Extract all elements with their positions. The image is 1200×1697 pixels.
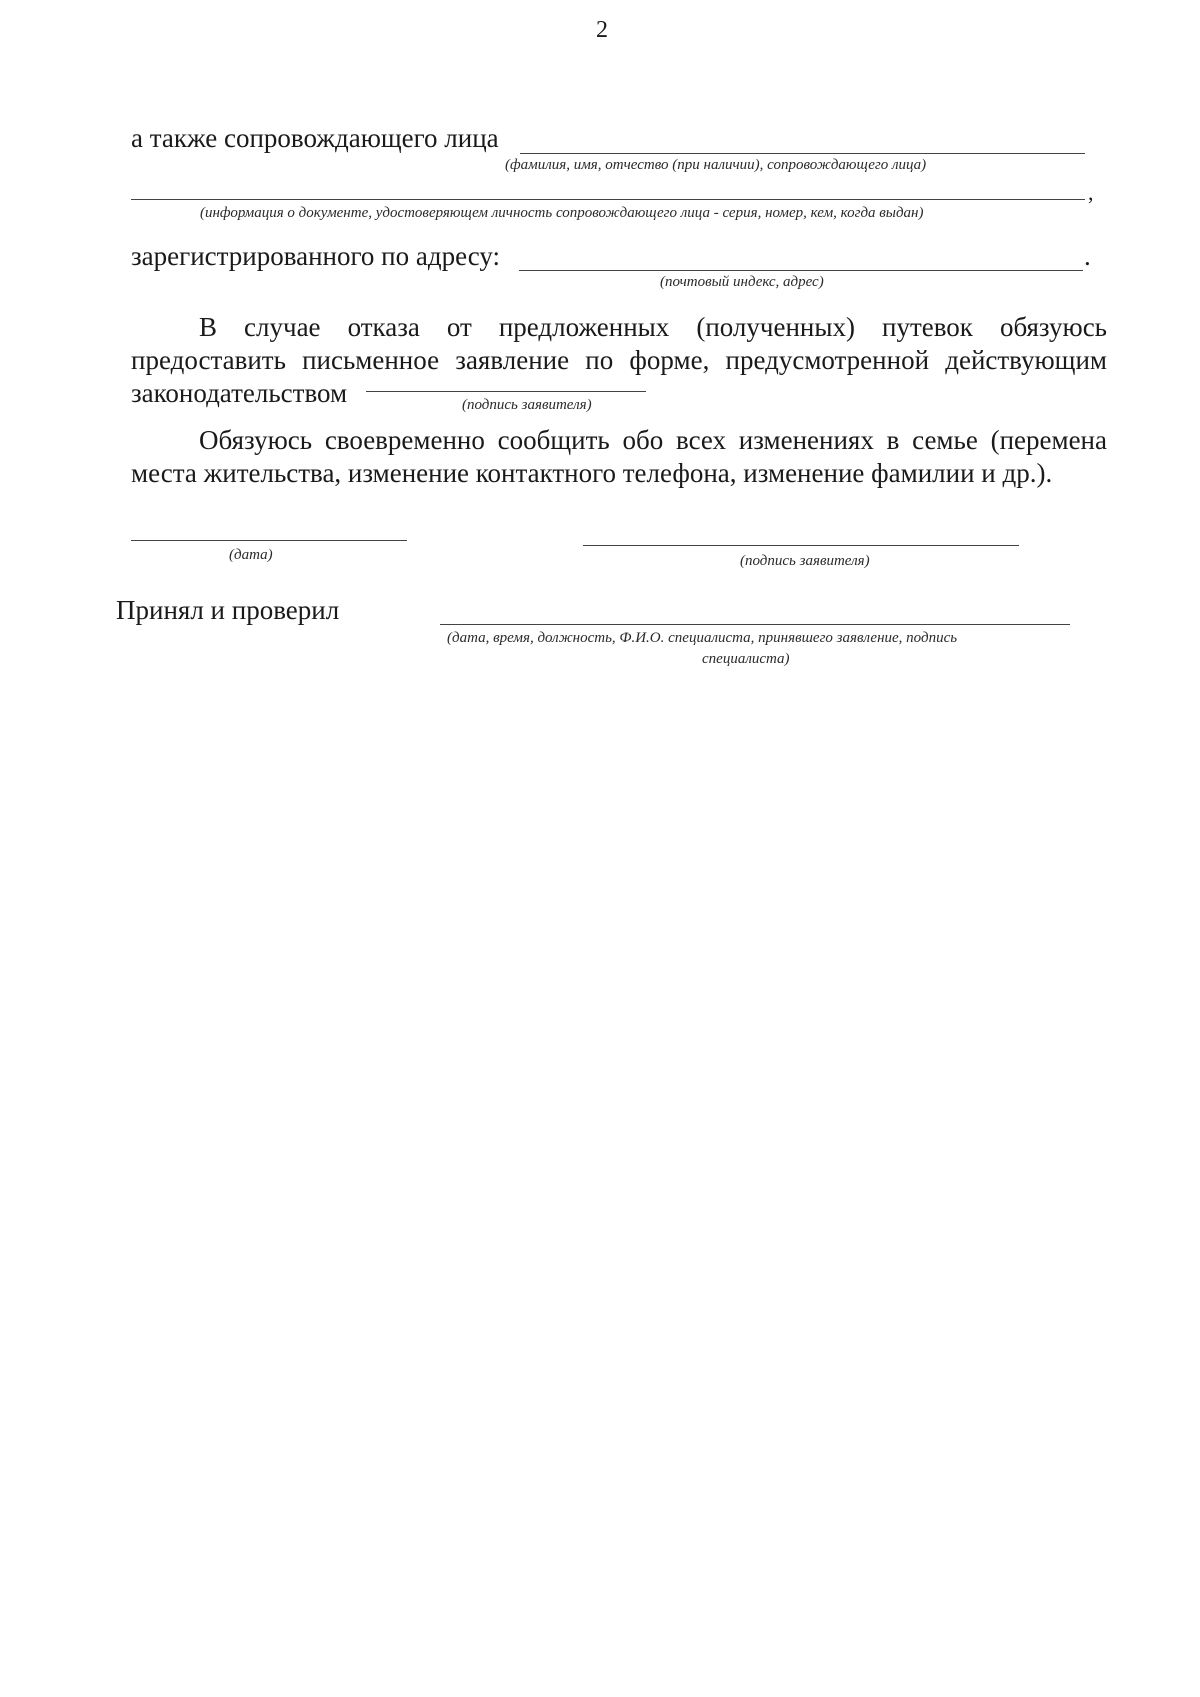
refusal-signature-field[interactable]: [366, 391, 646, 392]
page-number: 2: [596, 17, 608, 43]
escort-document-field[interactable]: [131, 199, 1085, 200]
accepted-caption-line-2: специалиста): [702, 651, 790, 667]
address-label: зарегистрированного по адресу:: [131, 241, 500, 271]
address-caption: (почтовый индекс, адрес): [660, 274, 824, 290]
applicant-signature-caption: (подпись заявителя): [740, 553, 870, 569]
refusal-line-3: законодательством: [131, 378, 348, 408]
escort-name-caption: (фамилия, имя, отчество (при наличии), сопровождающего лица): [505, 157, 927, 173]
accepted-label: Принял и проверил: [116, 595, 340, 625]
refusal-line-1: В случае отказа от предложенных (полученных) путевок обязуюсь: [199, 312, 1107, 342]
refusal-paragraph: [131, 311, 1107, 410]
address-trailing-dot: .: [1084, 241, 1091, 271]
obligation-line-2: места жительства, изменение контактного телефона, изменение фамилии и др.).: [131, 458, 1053, 488]
refusal-signature-caption: (подпись заявителя): [462, 397, 592, 413]
escort-name-field[interactable]: [520, 153, 1085, 154]
escort-label: а также сопровождающего лица: [131, 123, 499, 153]
escort-document-trailing-comma: ,: [1088, 180, 1094, 205]
address-field[interactable]: [519, 270, 1083, 271]
accepted-caption-line-1: (дата, время, должность, Ф.И.О. специалиста, принявшего заявление, подпись: [447, 630, 958, 646]
refusal-line-2: предоставить письменное заявление по форме, предусмотренной действующим: [131, 345, 1107, 375]
escort-document-caption: (информация о документе, удостоверяющем личность сопровождающего лица - серия, номер, кем, когда выдан): [200, 205, 924, 221]
accepted-field[interactable]: [440, 624, 1070, 625]
applicant-signature-field[interactable]: [583, 545, 1019, 546]
date-field[interactable]: [131, 540, 407, 541]
obligation-line-1: Обязуюсь своевременно сообщить обо всех изменениях в семье (перемена: [199, 425, 1107, 455]
obligation-paragraph: [131, 424, 1107, 490]
date-caption: (дата): [229, 547, 273, 563]
